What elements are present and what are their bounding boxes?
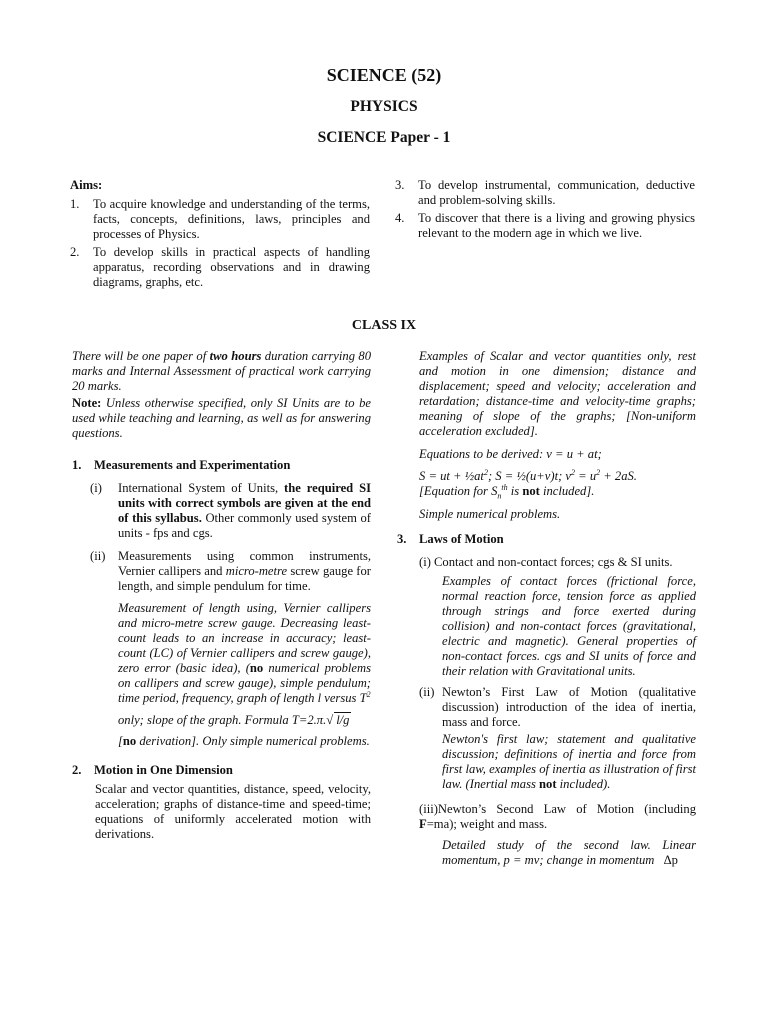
section-heading	[397, 532, 696, 547]
aim-number: 1.	[70, 197, 80, 211]
text-span: [	[118, 734, 123, 748]
superscript: 2	[571, 467, 576, 477]
superscript: 2	[483, 467, 488, 477]
section-title: Laws of Motion	[419, 532, 504, 546]
bold-span: F	[419, 817, 427, 831]
section-title: Motion in One Dimension	[94, 763, 233, 777]
aim-text: To develop skills in practical aspects of handling apparatus, recording observations and in drawing diagrams, graphs, etc.	[93, 245, 370, 289]
pi-symbol: π	[316, 713, 324, 727]
aim-text: To develop instrumental, communication, deductive and problem-solving skills.	[418, 178, 695, 207]
page-subtitle: PHYSICS	[350, 98, 418, 115]
subsection-item	[419, 685, 696, 730]
subsection-detail	[442, 838, 696, 868]
superscript: 2	[366, 689, 371, 699]
left-column	[72, 349, 371, 842]
text-span: included].	[539, 484, 595, 498]
aim-item	[395, 178, 695, 208]
aim-item	[70, 197, 370, 242]
subsection-detail	[442, 732, 696, 792]
section-number: 2.	[72, 763, 82, 777]
class-title: CLASS IX	[351, 318, 417, 333]
superscript: 2	[596, 467, 601, 477]
equation-line: Equations to be derived: v = u + at;	[419, 447, 602, 461]
subsection-number: (ii)	[419, 685, 435, 699]
subsection-number: (ii)	[90, 549, 106, 563]
text-span: screw gauge for length, and simple pendulum for time.	[118, 564, 371, 593]
section-title: Measurements and Experimentation	[94, 458, 291, 472]
text-span: ; S = ½(u+v)t; v	[487, 469, 572, 483]
text-span: = u	[575, 469, 597, 483]
aim-number: 3.	[395, 178, 405, 192]
subscript: n	[497, 491, 502, 501]
aim-text: To discover that there is a living and growing physics relevant to the modern age in which we live.	[418, 211, 695, 240]
subsection-text	[118, 481, 371, 541]
subsection-text	[419, 802, 696, 832]
bold-span: the required SI units with correct symbols are given at the end of this syllabus.	[118, 481, 371, 525]
text-span: is	[507, 484, 523, 498]
text-span: Newton's first law; statement and qualitative discussion; definitions of inertia and force from first law, examples of inertia as illustration of first law. (Inertial mass	[442, 732, 696, 791]
subsection-text	[118, 549, 371, 594]
aims-heading: Aims:	[70, 178, 103, 192]
text-span: Measurements using common instruments, Vernier callipers and	[118, 549, 371, 578]
italic-span: micro-metre	[225, 564, 288, 578]
superscript: th	[501, 482, 508, 492]
text-span: Detailed study of the second law. Linear momentum, p = mv; change in momentum	[442, 838, 696, 867]
delta-symbol: Δp	[663, 853, 678, 867]
subsection-item	[90, 549, 371, 594]
text-span: only; slope of the graph. Formula T=2.	[118, 713, 317, 727]
text-span: + 2aS.	[600, 469, 637, 483]
section-detail: Examples of Scalar and vector quantities only, rest and motion in one dimension; distance and displacement; speed and velocity; acceleration and retardation; distance-time and velocity-time graphs; meaning of slope of the graphs; [Non-uniform acceleration excluded].	[419, 349, 696, 438]
text-span: S = ut + ½at	[419, 469, 484, 483]
bold-span: not	[539, 777, 557, 791]
bold-span: not	[522, 484, 540, 498]
aims-right-column	[395, 178, 695, 244]
note-text: Unless otherwise specified, only SI Units are to be used while teaching and learning, as well as for answering questions.	[72, 396, 371, 440]
intro-paragraph	[72, 349, 371, 394]
subsection-detail	[118, 601, 371, 706]
intro-duration: two hours	[209, 349, 262, 363]
subsection-text: Newton’s First Law of Motion (qualitative discussion) introduction of the idea of inertia, mass and force.	[442, 685, 696, 729]
subsection-number: (i)	[90, 481, 102, 495]
bold-span: no	[122, 734, 137, 748]
aim-text: To acquire knowledge and understanding of the terms, facts, concepts, definitions, laws, principles and processes of Physics.	[93, 197, 370, 241]
note-label: Note:	[72, 396, 102, 410]
section-heading	[72, 763, 371, 778]
sqrt-symbol: √	[326, 713, 334, 727]
text-span: derivation]. Only simple numerical problems.	[136, 734, 370, 748]
subsection-detail	[118, 734, 371, 749]
text-span: included).	[556, 777, 611, 791]
subsection-detail: Examples of contact forces (frictional force, normal reaction force, tension force as applied through strings and force exerted during collision) and non-contact forces (gravitational, electric and magnetic). General properties of non-contact forces. cgs and SI units of force and their relation with Gravitational units.	[442, 574, 696, 678]
section-heading	[72, 458, 371, 473]
note-paragraph	[72, 396, 371, 441]
aims-left-column	[70, 178, 370, 293]
text-span: International System of Units,	[118, 481, 285, 495]
text-span: =ma); weight and mass.	[426, 817, 548, 831]
text-span: numerical problems on callipers and screw gauge), simple pendulum; time period, frequency, graph of length l versus T	[118, 661, 371, 705]
section-number: 1.	[72, 458, 82, 472]
right-column	[397, 349, 696, 868]
formula-line	[118, 712, 371, 728]
subsection-item	[90, 481, 371, 541]
equation-line	[419, 469, 696, 499]
sqrt-content: l/g	[336, 713, 350, 727]
simple-problems: Simple numerical problems.	[419, 507, 561, 521]
page-title: SCIENCE (52)	[326, 65, 442, 85]
text-span: [Equation for S	[419, 484, 498, 498]
text-span: Other commonly used system of units - fps and cgs.	[118, 511, 372, 540]
text-span: .	[323, 713, 327, 727]
aim-item	[70, 245, 370, 290]
paper-title: SCIENCE Paper - 1	[317, 129, 451, 146]
aim-number: 4.	[395, 211, 405, 225]
subsection-text: (i) Contact and non-contact forces; cgs & SI units.	[419, 555, 673, 569]
intro-text: duration carrying 80 marks and Internal Assessment of practical work carrying 20 marks.	[72, 349, 372, 393]
section-number: 3.	[397, 532, 407, 546]
intro-text: There will be one paper of	[72, 349, 210, 363]
bold-span: no	[249, 661, 264, 675]
text-span: (iii)Newton’s Second Law of Motion (including	[419, 802, 696, 816]
section-text: Scalar and vector quantities, distance, speed, velocity, acceleration; graphs of distance-time and speed-time; equations of uniformly accelerated motion with derivations.	[95, 782, 371, 841]
text-span: Measurement of length using, Vernier callipers and micro-metre screw gauge. Decreasing least-count leads to an increase in accuracy; least-count (LC) of Vernier callipers and screw gauge), zero error (basic idea), (	[118, 601, 371, 675]
aim-number: 2.	[70, 245, 80, 259]
aim-item	[395, 211, 695, 241]
